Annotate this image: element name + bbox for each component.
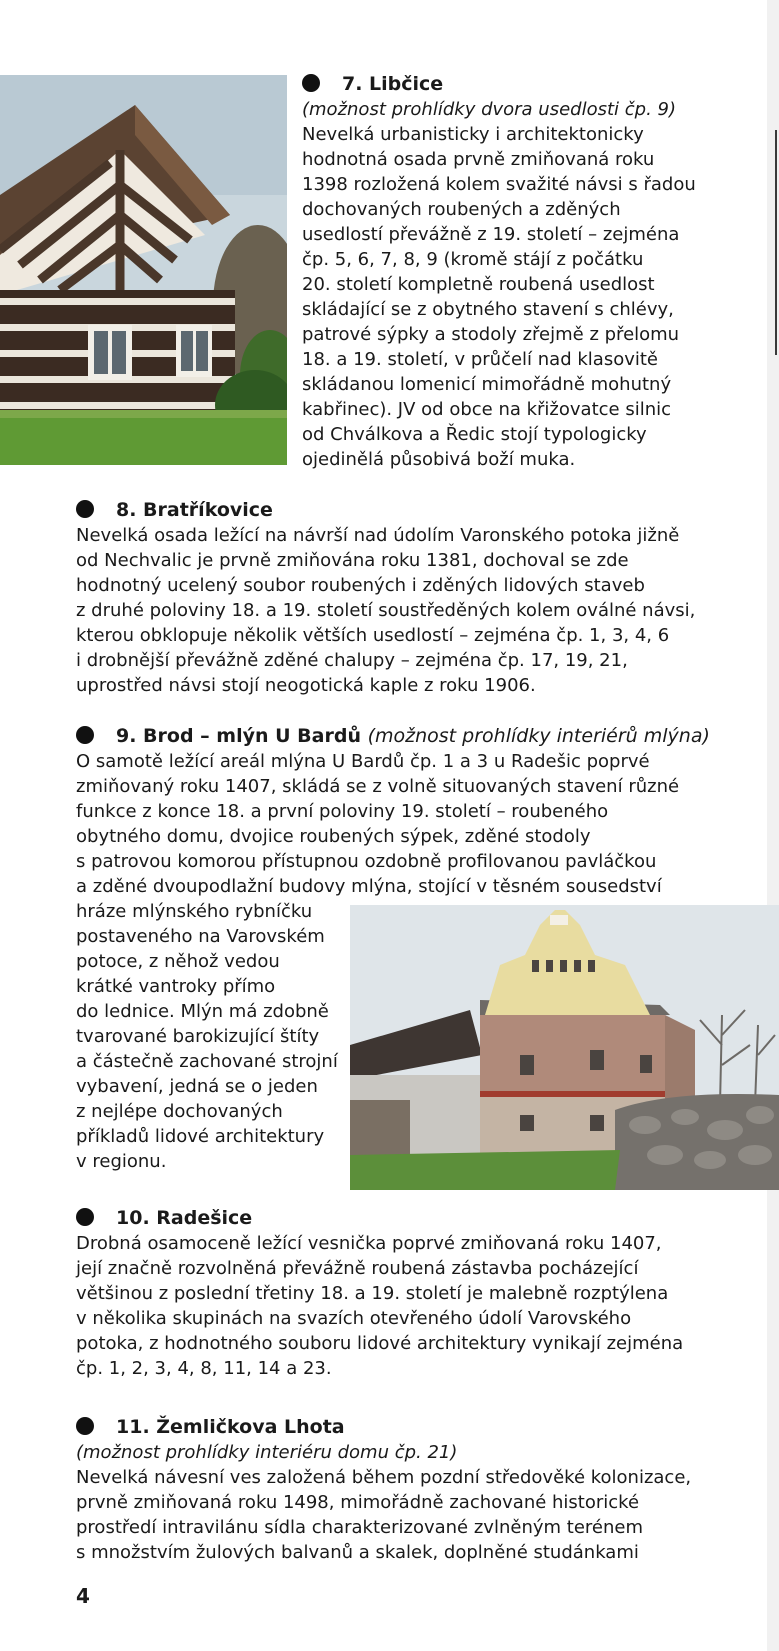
text-line: z druhé poloviny 18. a 19. století soustředěných kolem oválné návsi, <box>76 600 696 621</box>
text-line: skládanou lomenicí mimořádně mohutný <box>302 374 672 395</box>
text-line: v několika skupinách na svazích otevřeného údolí Varovského <box>76 1308 632 1329</box>
text-line: Drobná osamoceně ležící vesnička poprvé zmiňovaná roku 1407, <box>76 1233 662 1254</box>
text-line: kabřinec). JV od obce na křižovatce silnic <box>302 399 672 420</box>
page-edge <box>767 0 779 1651</box>
text-line: tvarované barokizující štíty <box>76 1026 320 1047</box>
text-line: a zděné dvoupodlažní budovy mlýna, stojící v těsném sousedství <box>76 876 662 897</box>
section-body-libcice <box>302 122 696 472</box>
section-body-bratrikovice <box>76 523 695 698</box>
bullet-icon <box>76 1417 94 1435</box>
text-line: postaveného na Varovském <box>76 926 325 947</box>
page-number: 4 <box>76 1584 90 1608</box>
text-line: dochovaných roubených a zděných <box>302 199 621 220</box>
text-line: prvně zmiňovaná roku 1498, mimořádně zachované historické <box>76 1492 640 1513</box>
text-line: potoka, z hodnotného souboru lidové architektury vynikají zejména <box>76 1333 684 1354</box>
bullet-icon <box>302 74 320 92</box>
text-line: s množstvím žulových balvanů a skalek, doplněné studánkami <box>76 1542 639 1563</box>
section-subtitle-brod: (možnost prohlídky interiérů mlýna) <box>367 725 710 747</box>
text-line: funkce z konce 18. a první poloviny 19. století – roubeného <box>76 801 609 822</box>
page-edge-mark <box>775 130 777 355</box>
text-line: usedlostí převážně z 19. století – zejména <box>302 224 680 245</box>
text-line: 20. století kompletně roubená usedlost <box>302 274 655 295</box>
text-line: příkladů lidové architektury <box>76 1126 325 1147</box>
bullet-icon <box>76 1208 94 1226</box>
section-body-zemlickova <box>76 1465 691 1565</box>
section-title-zemlickova: 11. Žemličkova Lhota <box>76 1415 345 1440</box>
text-line: její značně rozvolněná převážně roubená zástavba pocházející <box>76 1258 639 1279</box>
text-line: i drobnější převážně zděné chalupy – zejména čp. 17, 19, 21, <box>76 650 628 671</box>
text-line: O samotě ležící areál mlýna U Bardů čp. 1 a 3 u Radešic poprvé <box>76 751 650 772</box>
text-line: ojedinělá působivá boží muka. <box>302 449 576 470</box>
text-line: do lednice. Mlýn má zdobně <box>76 1001 329 1022</box>
text-line: z nejlépe dochovaných <box>76 1101 283 1122</box>
section-title-radesice: 10. Radešice <box>76 1206 252 1231</box>
text-line: a částečně zachované strojní <box>76 1051 338 1072</box>
section-body-brod <box>76 749 679 899</box>
text-line: Nevelká návesní ves založená během pozdní středověké kolonizace, <box>76 1467 692 1488</box>
text-line: 1398 rozložená kolem svažité návsi s řadou <box>302 174 696 195</box>
text-line: hodnotný ucelený soubor roubených i zděných lidových staveb <box>76 575 645 596</box>
text-line: většinou z poslední třetiny 18. a 19. století je malebně rozptýlena <box>76 1283 669 1304</box>
text-line: čp. 5, 6, 7, 8, 9 (kromě stájí z počátku <box>302 249 644 270</box>
text-line: potoce, z něhož vedou <box>76 951 280 972</box>
text-line: hráze mlýnského rybníčku <box>76 901 313 922</box>
text-line: uprostřed návsi stojí neogotická kaple z roku 1906. <box>76 675 536 696</box>
section-subtitle-libcice: (možnost prohlídky dvora usedlosti čp. 9) <box>302 99 677 120</box>
text-line: prostředí intravilánu sídla charakterizované zvlněným terénem <box>76 1517 643 1538</box>
section-title-bratrikovice: 8. Bratříkovice <box>76 498 273 523</box>
text-line: hodnotná osada prvně zmiňovaná roku <box>302 149 655 170</box>
section-body-radesice <box>76 1231 683 1381</box>
text-line: obytného domu, dvojice roubených sýpek, zděné stodoly <box>76 826 591 847</box>
text-line: krátké vantroky přímo <box>76 976 276 997</box>
text-line: vybavení, jedná se o jeden <box>76 1076 318 1097</box>
section-body-brod-wrapped <box>76 899 338 1174</box>
text-line: od Chválkova a Ředic stojí typologicky <box>302 424 647 445</box>
text-line: v regionu. <box>76 1151 167 1172</box>
text-line: zmiňovaný roku 1407, skládá se z volně situovaných stavení různé <box>76 776 680 797</box>
text-line: Nevelká osada ležící na návrší nad údolím Varonského potoka jižně <box>76 525 680 546</box>
text-line: skládající se z obytného stavení s chlévy, <box>302 299 674 320</box>
text-line: Nevelká urbanisticky i architektonicky <box>302 124 644 145</box>
section-subtitle-zemlickova: (možnost prohlídky interiéru domu čp. 21) <box>76 1442 458 1463</box>
text-line: patrové sýpky a stodoly zřejmě z přelomu <box>302 324 680 345</box>
section-title-brod: 9. Brod – mlýn U Bardů (možnost prohlídky interiérů mlýna) <box>76 724 710 749</box>
text-line: 18. a 19. století, v průčelí nad klasovitě <box>302 349 658 370</box>
text-line: čp. 1, 2, 3, 4, 8, 11, 14 a 23. <box>76 1358 332 1379</box>
bullet-icon <box>76 726 94 744</box>
text-line: kterou obklopuje několik větších usedlostí – zejména čp. 1, 3, 4, 6 <box>76 625 670 646</box>
text-line: od Nechvalic je prvně zmiňována roku 1381, dochoval se zde <box>76 550 629 571</box>
text-line: s patrovou komorou přístupnou ozdobně profilovanou pavláčkou <box>76 851 657 872</box>
section-title-libcice: 7. Libčice <box>302 72 443 97</box>
bullet-icon <box>76 500 94 518</box>
photo-mill-building <box>350 905 779 1190</box>
photo-log-cottage <box>0 75 287 465</box>
